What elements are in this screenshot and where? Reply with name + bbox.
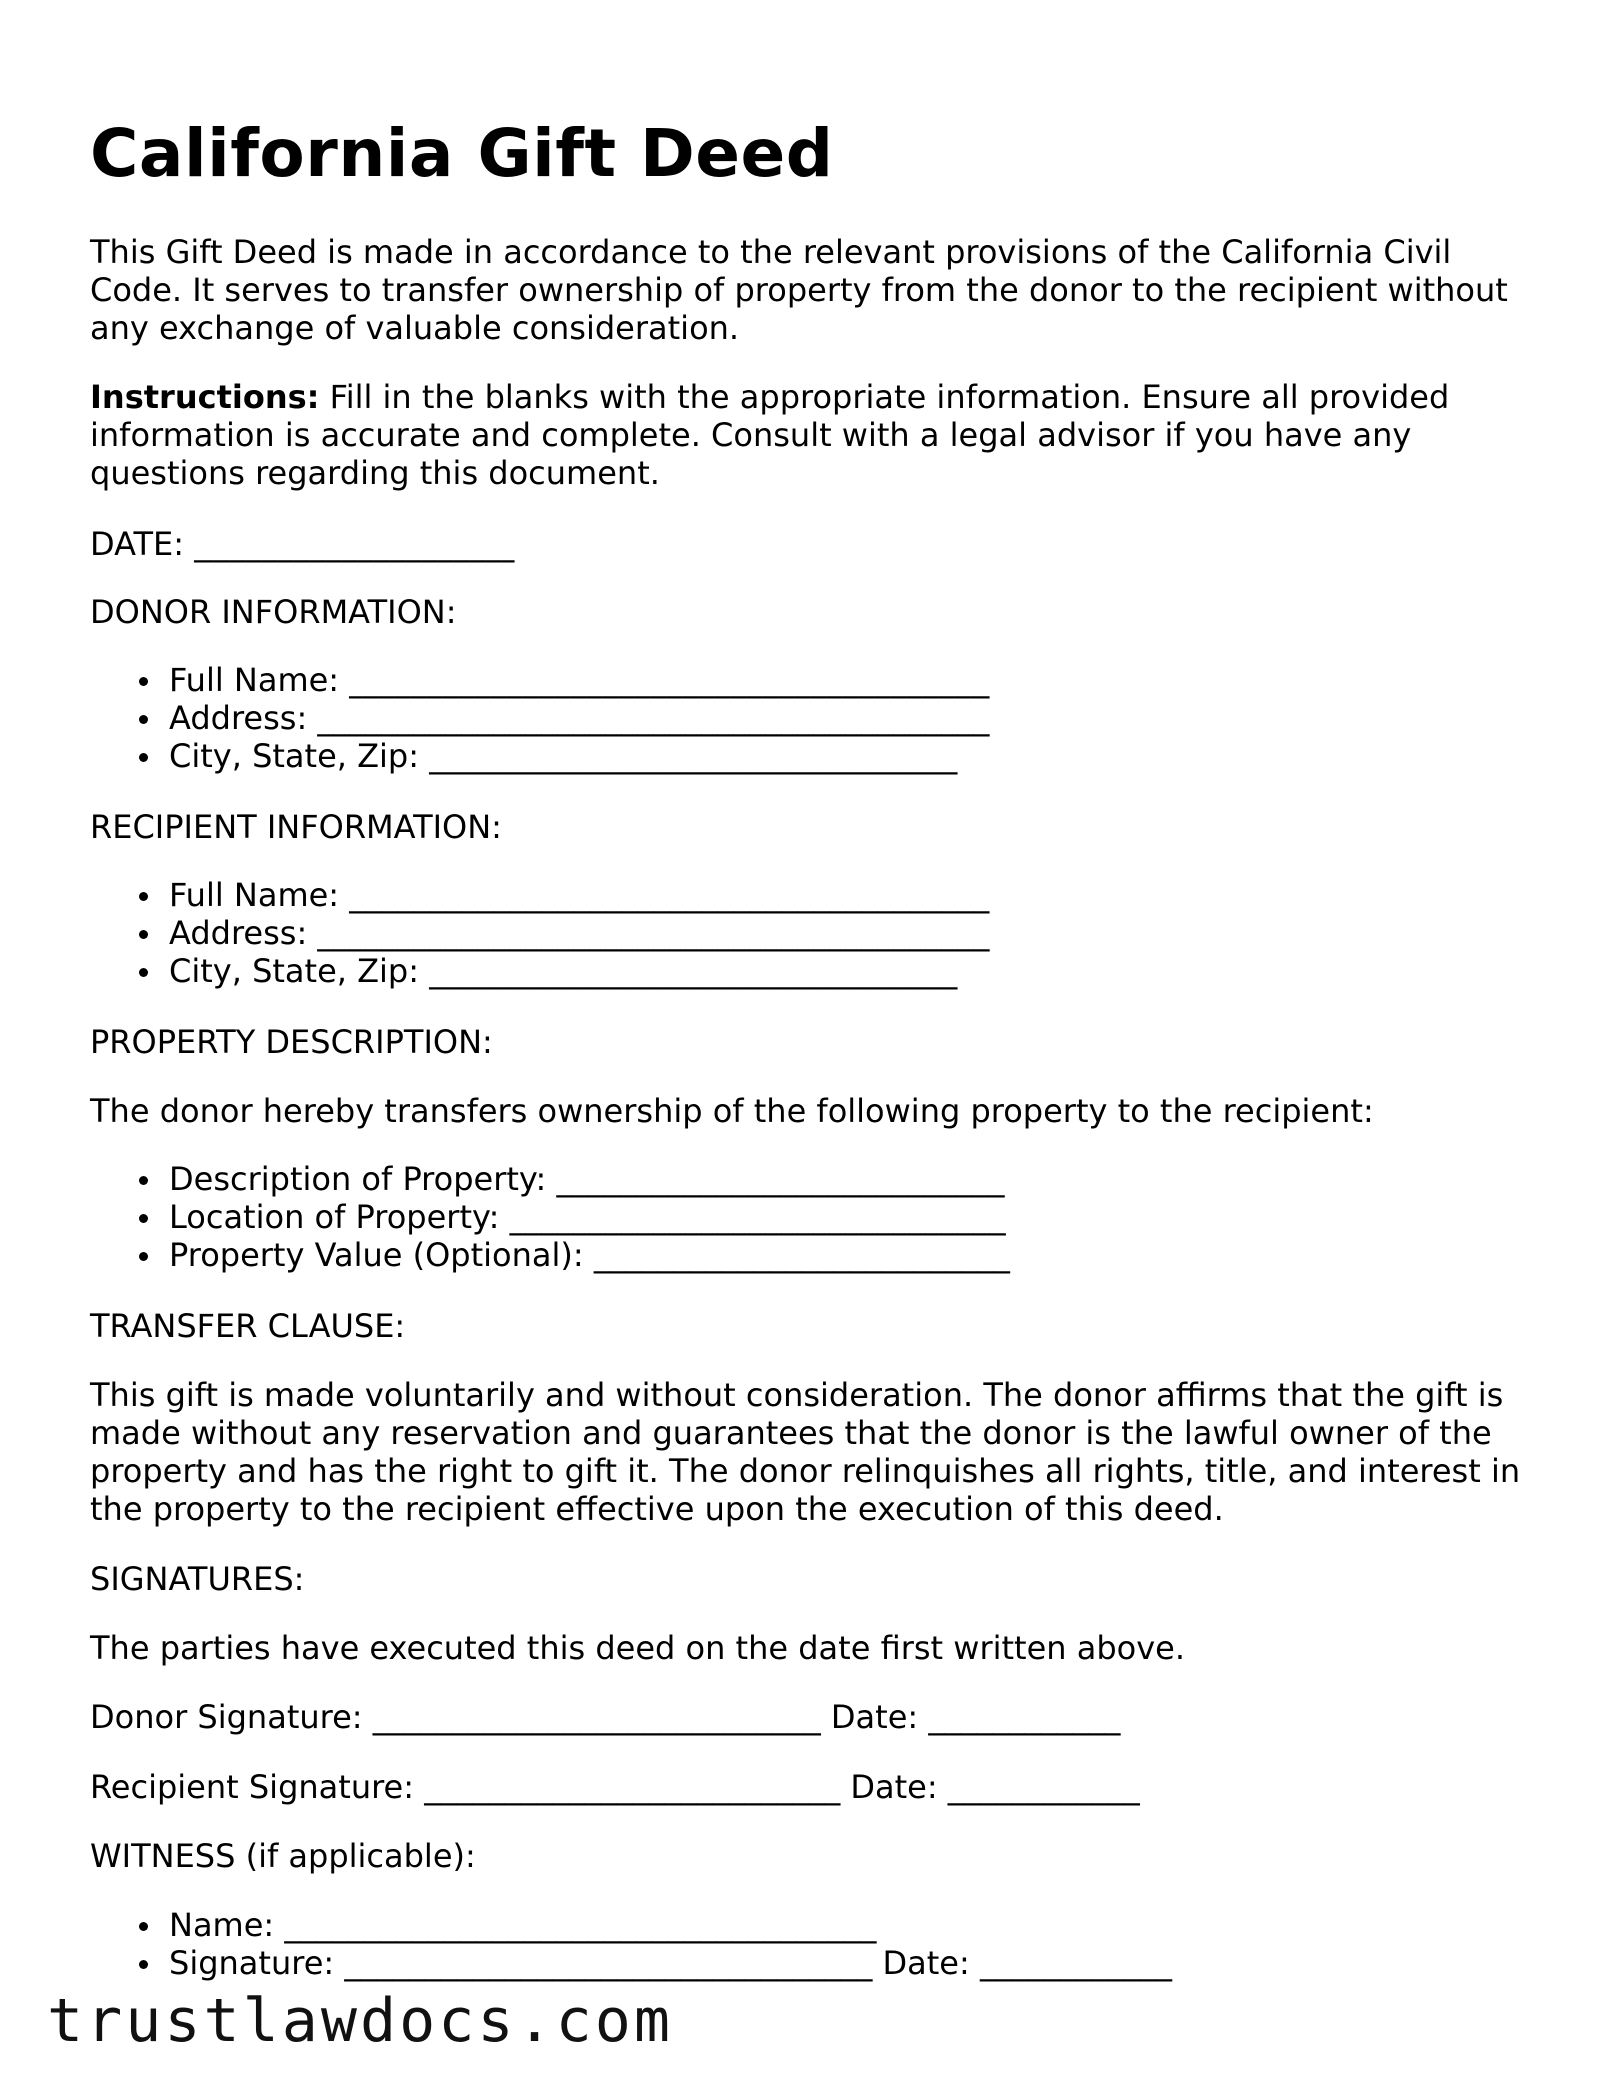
document-title: California Gift Deed [90,115,834,192]
recipient-city-state-zip-field: City, State, Zip: _________________________________ [169,952,989,990]
instructions-paragraph [90,378,1540,492]
signatures-heading: SIGNATURES: [90,1560,305,1598]
instructions-label: Instructions: [90,378,320,416]
witness-fields [90,1906,1172,1982]
property-intro: The donor hereby transfers ownership of the following property to the recipient: [90,1092,1374,1130]
recipient-full-name-field: Full Name: ________________________________________ [169,876,990,914]
transfer-heading: TRANSFER CLAUSE: [90,1307,406,1345]
watermark: trustlawdocs.com [47,1986,673,2056]
donor-full-name-field: Full Name: ________________________________________ [169,661,990,699]
property-heading: PROPERTY DESCRIPTION: [90,1023,493,1061]
transfer-clause-text: This gift is made voluntarily and without consideration. The donor affirms that the gift is made without any reservation and guarantees that the donor is the lawful owner of the property and has the right to gift it. The donor relinquishes all rights, title, and interest in the property to the recipient effective upon the execution of this deed. [90,1376,1521,1528]
recipient-address-field: Address: __________________________________________ [169,914,990,952]
donor-city-state-zip-field: City, State, Zip: _________________________________ [169,737,989,775]
instructions-text: Fill in the blanks with the appropriate information. Ensure all provided information is accurate and complete. Consult with a legal advisor if you have any questions regarding this document. [90,378,1450,492]
donor-signature-line: Donor Signature: ____________________________ Date: ____________ [90,1698,1121,1736]
recipient-fields [90,876,989,990]
property-fields [90,1160,1010,1274]
recipient-heading: RECIPIENT INFORMATION: [90,808,502,846]
witness-heading: WITNESS (if applicable): [90,1837,476,1875]
signatures-intro: The parties have executed this deed on the date first written above. [90,1629,1186,1667]
property-value-field: Property Value (Optional): __________________________ [169,1236,1010,1274]
donor-heading: DONOR INFORMATION: [90,593,457,631]
donor-fields [90,661,989,775]
recipient-signature-line: Recipient Signature: __________________________ Date: ____________ [90,1768,1140,1806]
witness-name-field: Name: _____________________________________ [169,1906,1172,1944]
witness-signature-field: Signature: _________________________________ Date: ____________ [169,1944,1172,1982]
property-description-field: Description of Property: ____________________________ [169,1160,1010,1198]
intro-paragraph: This Gift Deed is made in accordance to the relevant provisions of the California Civil Code. It serves to transfer ownership of property from the donor to the recipient without any exchange of valuable consideration. [90,233,1508,347]
date-line: DATE: ____________________ [90,525,515,563]
donor-address-field: Address: __________________________________________ [169,699,990,737]
property-location-field: Location of Property: _______________________________ [169,1198,1010,1236]
